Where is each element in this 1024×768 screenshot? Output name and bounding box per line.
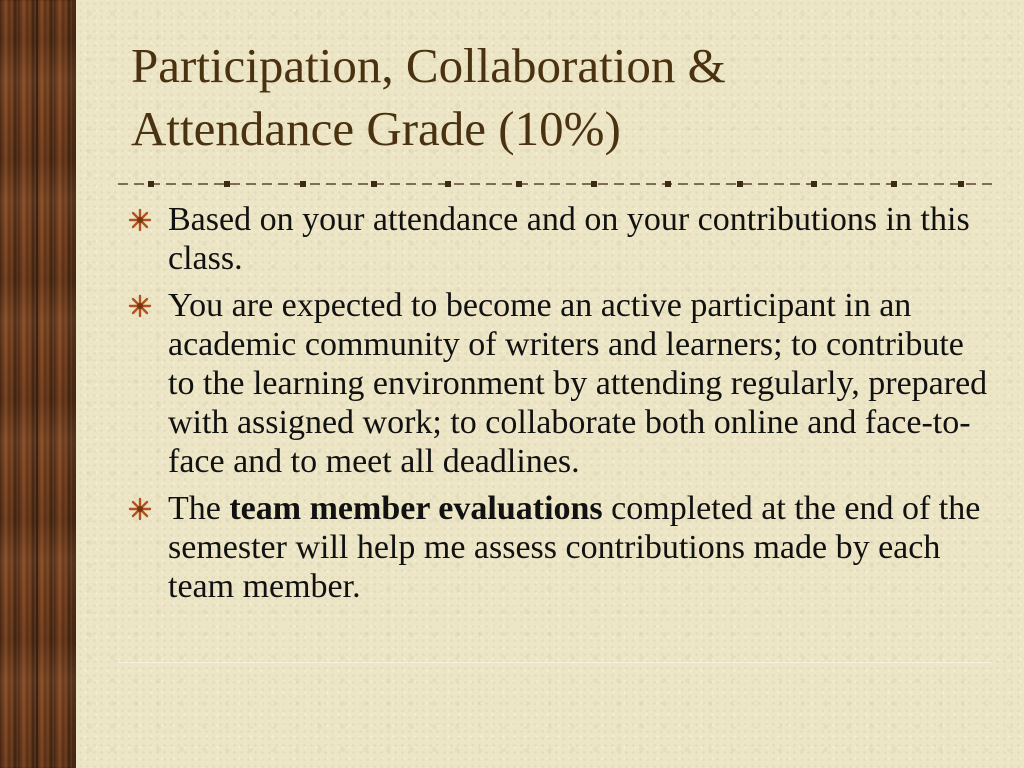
list-item bbox=[128, 286, 998, 481]
bullet-text-after: completed at the end of the semester will help me assess contributions made by each team member. bbox=[168, 490, 981, 605]
bullet-text-before: The bbox=[168, 490, 230, 527]
wood-divider bbox=[36, 0, 38, 768]
list-item bbox=[128, 489, 998, 606]
slide-title-line1: Participation, Collaboration & bbox=[131, 38, 726, 93]
slide-title-line2: Attendance Grade (10%) bbox=[131, 101, 621, 156]
bullet-text-bold: team member evaluations bbox=[229, 490, 603, 527]
bullet-text: Based on your attendance and on your contributions in this class. bbox=[168, 201, 970, 277]
star-bullet-icon bbox=[128, 208, 152, 232]
wood-border bbox=[0, 0, 76, 768]
list-item bbox=[128, 200, 998, 278]
bullet-list bbox=[128, 200, 998, 614]
star-bullet-icon bbox=[128, 294, 152, 318]
bottom-divider bbox=[118, 662, 992, 663]
star-bullet-icon bbox=[128, 497, 152, 521]
decorative-rule bbox=[118, 178, 992, 190]
slide-title bbox=[131, 34, 991, 160]
bullet-text: You are expected to become an active participant in an academic community of writers and learners; to contribute to the learning environment by attending regularly, prepared with assigned work; to collaborate both online and face-to-face and to meet all deadlines. bbox=[168, 287, 988, 480]
